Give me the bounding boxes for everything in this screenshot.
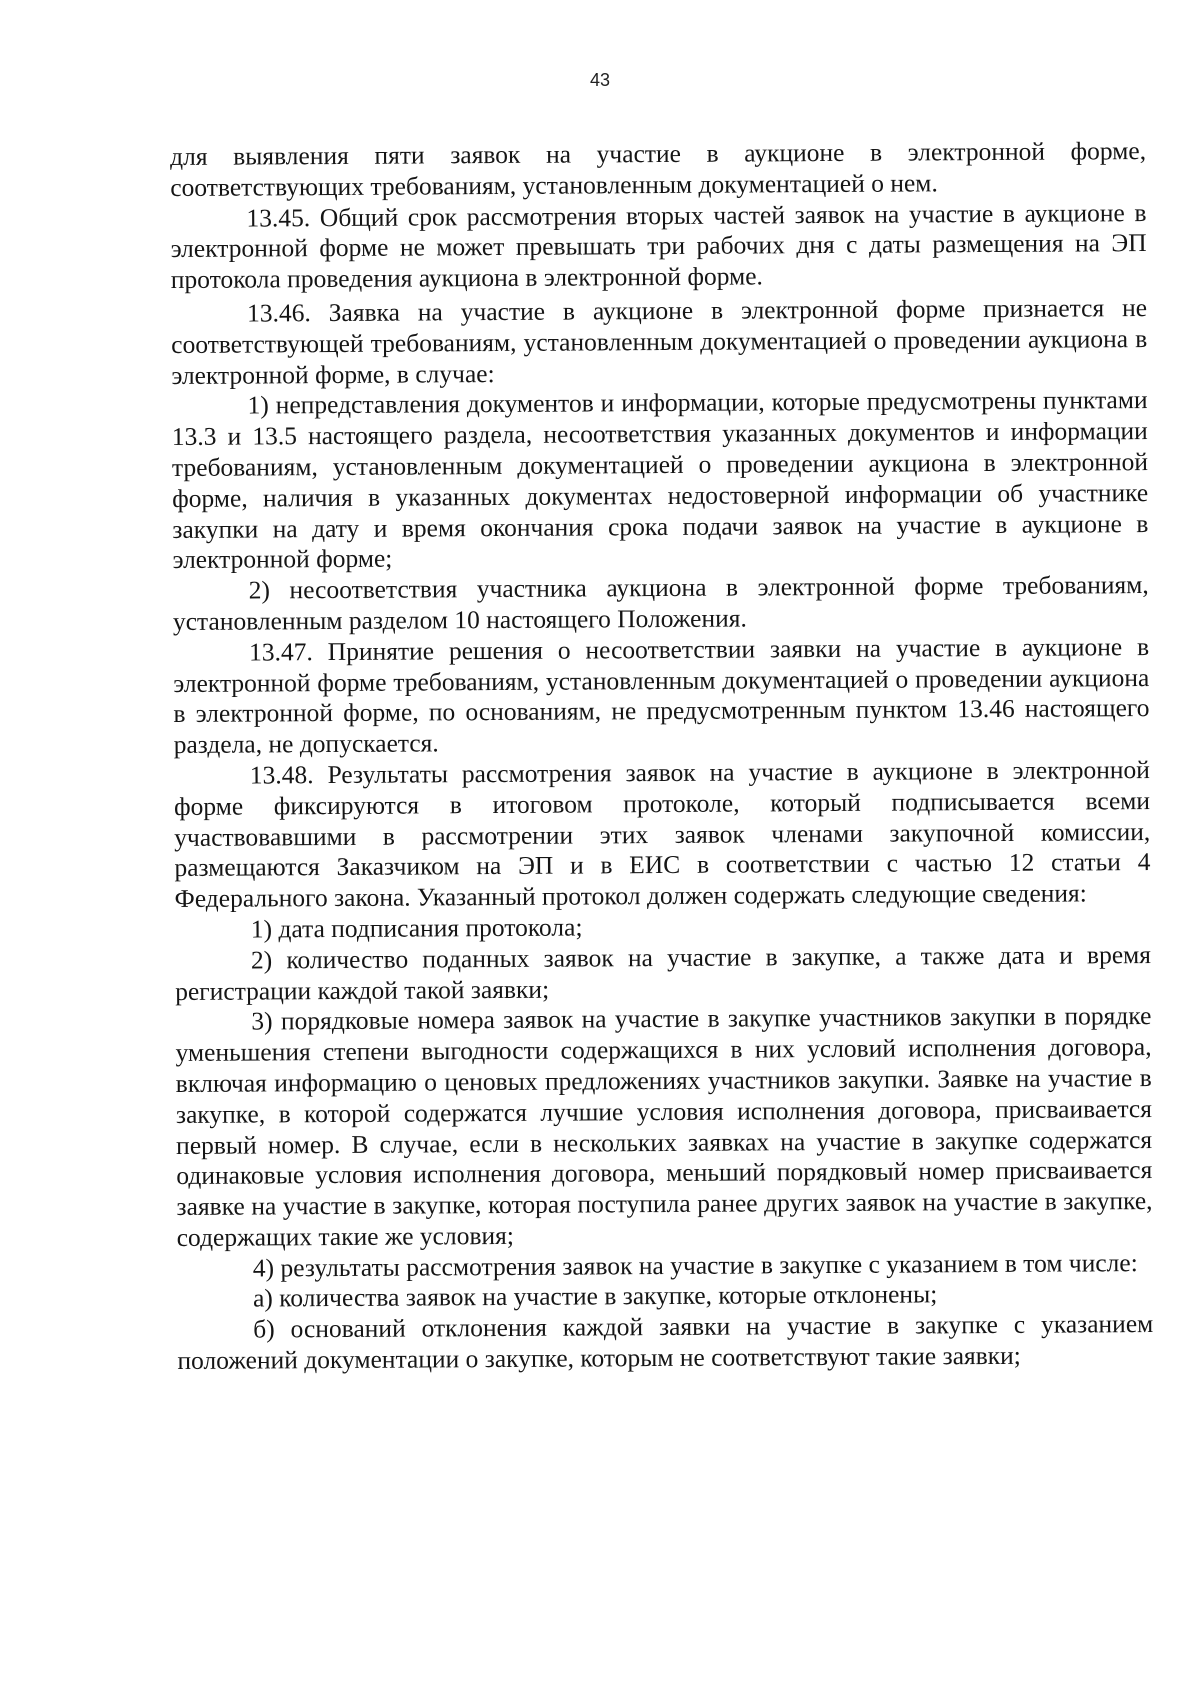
paragraph-13-48: 13.48. Результаты рассмотрения заявок на участие в аукционе в электронной форме фиксируются в итоговом протоколе, который подписывается всеми участвовавшими в рассмотрении этих заявок членами закупочной комиссии, размещаются Заказчиком на ЭП и в ЕИС в соответствии с частью 12 статьи 4 Федерального закона. Указанный протокол должен содержать следующие сведения: — [173, 754, 1151, 914]
list-item-13-48-4: 4) результаты рассмотрения заявок на участие в закупке с указанием в том числе: — [252, 1247, 1138, 1283]
paragraph-13-45: 13.45. Общий срок рассмотрения вторых частей заявок на участие в аукционе в электронной форме не может превышать три рабочих дня с даты размещения на ЭП протокола проведения аукциона в электронной форме. — [170, 197, 1147, 295]
list-item-13-48-1: 1) дата подписания протокола; — [250, 912, 583, 944]
list-item-13-46-1: 1) непредставления документов и информации, которые предусмотрены пунктами 13.3 и 13.5 настоящего раздела, несоответствия указанных документов и информации требованиям, установленным документацией о проведении аукциона в электронной форме, наличия в указанных документах недостоверной информации об участнике закупки на дату и время окончания срока подачи заявок на участие в аукционе в электронной форме; — [171, 385, 1149, 575]
paragraph-13-47: 13.47. Принятие решения о несоответствии заявки на участие в аукционе в электронной форме требованиям, установленным документацией о проведении аукциона в электронной форме, по основаниям, не предусмотренным пунктом 13.46 настоящего раздела, не допускается. — [173, 631, 1150, 760]
page-number: 43 — [589, 70, 611, 90]
paragraph-13-46: 13.46. Заявка на участие в аукционе в электронной форме признается не соответствующей требованиям, установленным документацией о проведении аукциона в электронной форме, в случае: — [171, 293, 1148, 390]
list-item-13-48-3: 3) порядковые номера заявок на участие в закупке участников закупки в порядке уменьшения степени выгодности содержащихся в них условий исполнения договора, включая информацию о ценовых предложениях участников закупки. Заявке на участие в закупке, в которой содержатся лучшие условия исполнения договора, присваивается первый номер. В случае, если в нескольких заявках на участие в закупке содержатся одинаковые условия исполнения договора, меньший порядковый номер присваивается заявке на участие в закупке, которая поступила ранее других заявок на участие в закупке, содержащих такие же условия; — [175, 1001, 1153, 1252]
list-item-13-46-2: 2) несоответствия участника аукциона в электронной форме требованиям, установленным разделом 10 настоящего Положения. — [172, 570, 1149, 636]
list-item-13-48-2: 2) количество поданных заявок на участие в закупке, а также дата и время регистрации каждой такой заявки; — [175, 939, 1152, 1006]
sub-item-b: б) оснований отклонения каждой заявки на участие в закупке с указанием положений документации о закупке, которым не соответствуют такие заявки; — [177, 1309, 1154, 1376]
sub-item-a: а) количества заявок на участие в закупке, которые отклонены; — [252, 1279, 938, 1313]
document-body — [170, 136, 1154, 1377]
paragraph-continuation: для выявления пяти заявок на участие в аукционе в электронной форме, соответствующих требованиям, установленным документацией о нем. — [170, 136, 1147, 202]
